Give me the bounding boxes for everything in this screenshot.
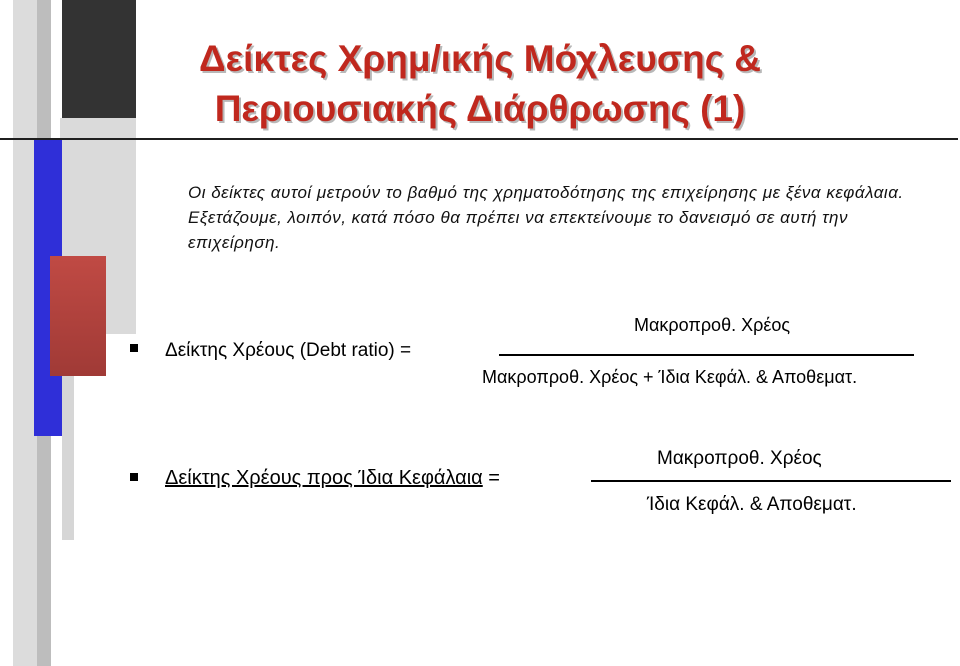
bullet-1	[130, 344, 138, 352]
formula-2-equals: =	[482, 467, 500, 489]
title-line-1: Δείκτες Χρημ/ικής Μόχλευσης &	[199, 38, 761, 79]
decor-bar-red	[50, 256, 106, 376]
intro-paragraph: Οι δείκτες αυτοί μετρούν το βαθμό της χρηματοδότησης της επιχείρησης με ξένα κεφάλαια. Εξετάζουμε, λοιπόν, κατά πόσο θα πρέπει να επεκτείνουμε το δανεισμό σε αυτή την επιχείρηση.	[188, 183, 904, 252]
formula-1-denominator: Μακροπροθ. Χρέος + Ίδια Κεφάλ. & Αποθεματ.	[482, 367, 858, 387]
formula-2-fraction-bar	[591, 480, 951, 482]
title-rule	[0, 138, 958, 140]
bullet-2	[130, 473, 138, 481]
formula-1-numerator: Μακροπροθ. Χρέος	[634, 315, 791, 335]
formula-2-label-text: Δείκτης Χρέους προς Ίδια Κεφάλαια	[165, 467, 483, 489]
formula-2-denominator: Ίδια Κεφάλ. & Αποθεματ.	[647, 494, 857, 515]
formula-2-label	[165, 467, 500, 490]
formula-2-numerator: Μακροπροθ. Χρέος	[657, 448, 822, 469]
slide-title	[0, 34, 960, 134]
decor-bar-lightgray-lower	[62, 376, 74, 540]
title-line-2: Περιουσιακής Διάρθρωσης (1)	[214, 88, 746, 129]
formula-1-fraction-bar	[499, 354, 914, 356]
formula-1-label: Δείκτης Χρέους (Debt ratio) =	[165, 340, 412, 361]
